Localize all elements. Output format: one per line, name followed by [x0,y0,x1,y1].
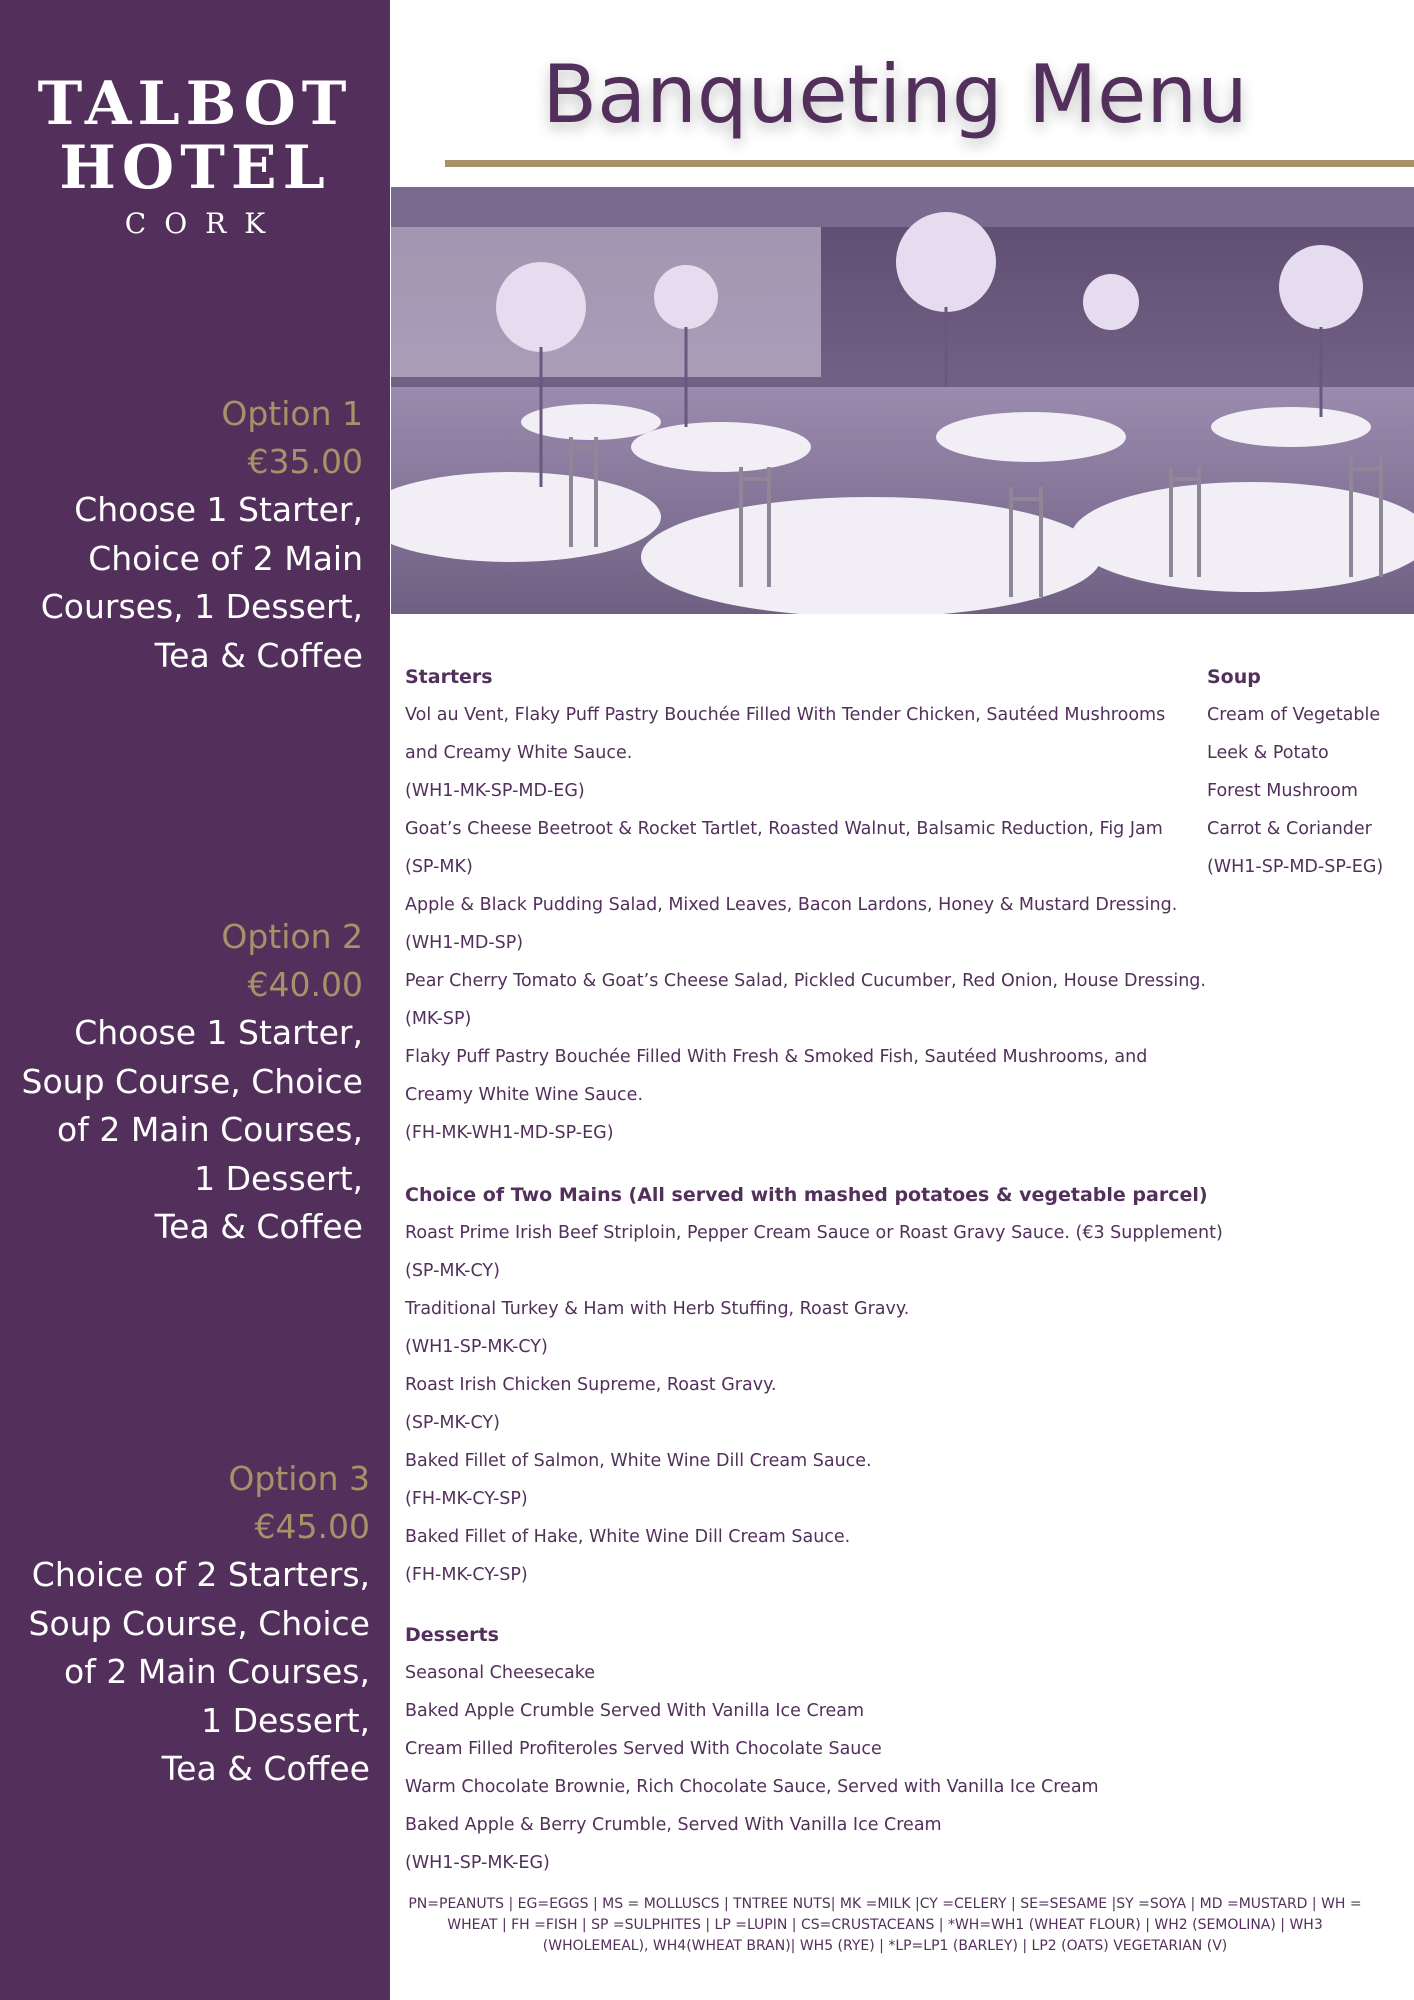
logo-line-cork: CORK [124,207,284,240]
menu-line: Vol au Vent, Flaky Puff Pastry Bouchée Filled With Tender Chicken, Sautéed Mushrooms [405,705,1166,725]
menu-line: Apple & Black Pudding Salad, Mixed Leaves, Bacon Lardons, Honey & Mustard Dressing. [405,895,1178,915]
sidebar [0,0,390,2000]
menu-line: Baked Fillet of Salmon, White Wine Dill Cream Sauce. [405,1451,872,1471]
allergen-code: (SP-MK-CY) [405,1261,500,1281]
option-description: Choice of 2 Starters, Soup Course, Choice of 2 Main Courses, 1 Dessert, Tea & Coffee [28,1555,370,1788]
menu-line: and Creamy White Sauce. [405,743,633,763]
allergen-code: (WH1-SP-MK-CY) [405,1337,548,1357]
menu-line: Leek & Potato [1207,743,1329,763]
starters-section [405,658,1206,1152]
mains-section [405,1176,1223,1594]
logo-line-hotel: HOTEL [59,133,331,203]
starters-heading: Starters [405,666,493,688]
allergen-code: (FH-MK-CY-SP) [405,1565,528,1585]
allergen-code: (SP-MK-CY) [405,1413,500,1433]
menu-line: Cream Filled Profiteroles Served With Chocolate Sauce [405,1739,882,1759]
desserts-heading: Desserts [405,1624,499,1646]
option-price: €45.00 [254,1507,370,1546]
option-title: Option 2 [221,917,363,956]
page-title: Banqueting Menu [542,48,1248,141]
menu-line: Cream of Vegetable [1207,705,1381,725]
soup-heading: Soup [1207,666,1261,688]
option-description: Choose 1 Starter, Soup Course, Choice of 2 Main Courses, 1 Dessert, Tea & Coffee [21,1013,363,1246]
option-price: €40.00 [247,965,363,1004]
menu-line: Roast Irish Chicken Supreme, Roast Gravy. [405,1375,777,1395]
menu-line: Seasonal Cheesecake [405,1663,596,1683]
menu-line: Creamy White Wine Sauce. [405,1085,644,1105]
allergen-code: (SP-MK) [405,857,473,877]
option-title: Option 3 [228,1459,370,1498]
menu-line: Warm Chocolate Brownie, Rich Chocolate Sauce, Served with Vanilla Ice Cream [405,1777,1099,1797]
menu-line: Carrot & Coriander [1207,819,1372,839]
option-3 [29,1455,370,1794]
soup-section [1207,658,1383,886]
allergen-code: (WH1-MK-SP-MD-EG) [405,781,585,801]
mains-heading: Choice of Two Mains (All served with mashed potatoes & vegetable parcel) [405,1184,1208,1206]
menu-line: Roast Prime Irish Beef Striploin, Pepper Cream Sauce or Roast Gravy Sauce. (€3 Supplement) [405,1223,1223,1243]
banquet-hall-photo [391,187,1414,614]
option-title: Option 1 [221,394,363,433]
allergen-code: (MK-SP) [405,1009,472,1029]
allergen-code: (FH-MK-CY-SP) [405,1489,528,1509]
allergen-code: (FH-MK-WH1-MD-SP-EG) [405,1123,614,1143]
menu-line: Baked Fillet of Hake, White Wine Dill Cream Sauce. [405,1527,851,1547]
menu-line: Traditional Turkey & Ham with Herb Stuffing, Roast Gravy. [405,1299,910,1319]
menu-line: Flaky Puff Pastry Bouchée Filled With Fresh & Smoked Fish, Sautéed Mushrooms, and [405,1047,1148,1067]
logo-line-talbot: TALBOT [37,69,353,139]
option-price: €35.00 [247,442,363,481]
menu-line: Forest Mushroom [1207,781,1358,801]
menu-line: Pear Cherry Tomato & Goat’s Cheese Salad, Pickled Cucumber, Red Onion, House Dressing. [405,971,1206,991]
menu-line: Goat’s Cheese Beetroot & Rocket Tartlet, Roasted Walnut, Balsamic Reduction, Fig Jam [405,819,1163,839]
allergen-code: (WH1-SP-MD-SP-EG) [1207,857,1384,877]
option-2 [22,913,363,1252]
allergen-code: (WH1-MD-SP) [405,933,524,953]
option-1 [41,390,363,680]
hotel-logo [0,69,390,244]
desserts-section [405,1616,1099,1882]
allergen-footer: PN=PEANUTS | EG=EGGS | MS = MOLLUSCS | TNTREE NUTS| MK =MILK |CY =CELERY | SE=SESAME |SY =SOYA | MD =MUSTARD | WH = WHEAT | FH =FISH | SP =SULPHITES | LP =LUPIN | CS=CRUSTACEANS | *WH=WH1 (WHEAT FLOUR) | WH2 (SEMOLINA) | WH3 (WHOLEMEAL), WH4(WHEAT BRAN)| WH5 (RYE) | *LP=LP1 (BARLEY) | LP2 (OATS) VEGETARIAN (V) [408,1896,1362,1954]
allergen-code: (WH1-SP-MK-EG) [405,1853,550,1873]
menu-line: Baked Apple & Berry Crumble, Served With Vanilla Ice Cream [405,1815,942,1835]
menu-line: Baked Apple Crumble Served With Vanilla Ice Cream [405,1701,865,1721]
title-divider [445,160,1414,167]
option-description: Choose 1 Starter, Choice of 2 Main Courses, 1 Dessert, Tea & Coffee [40,490,363,675]
